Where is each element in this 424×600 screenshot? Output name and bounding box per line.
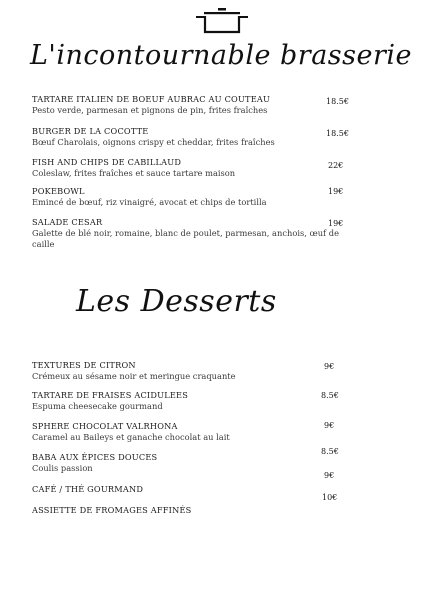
cooking-pot-icon	[194, 6, 250, 36]
menu-item	[32, 126, 332, 148]
item-price: 18.5€	[326, 97, 349, 106]
menu-title: L'incontournable brasserie	[30, 40, 413, 71]
item-name: ASSIETTE DE FROMAGES AFFINÉS	[32, 505, 192, 515]
item-description: Espuma cheesecake gourmand	[32, 401, 163, 411]
dessert-item	[32, 390, 332, 412]
item-name: SPHERE CHOCOLAT VALRHONA	[32, 421, 178, 431]
item-price: 22€	[328, 161, 344, 170]
dessert-item	[32, 484, 332, 495]
item-description: Crémeux au sésame noir et meringue craquante	[32, 371, 236, 381]
item-name: TARTARE ITALIEN DE BOEUF AUBRAC AU COUTEAU	[32, 94, 271, 104]
item-price: 19€	[328, 187, 344, 196]
item-description: Galette de blé noir, romaine, blanc de poulet, parmesan, anchois, œuf de caille	[32, 228, 339, 249]
menu-item	[32, 157, 332, 179]
item-description: Caramel au Baileys et ganache chocolat au lait	[32, 432, 230, 442]
item-name: CAFÉ / THÉ GOURMAND	[32, 484, 144, 494]
menu-item	[32, 94, 332, 116]
item-description: Coulis passion	[32, 463, 93, 473]
dessert-price: 8.5€	[321, 391, 339, 400]
item-name: FISH AND CHIPS DE CABILLAUD	[32, 157, 182, 167]
item-name: POKEBOWL	[32, 186, 85, 196]
item-name: TEXTURES DE CITRON	[32, 360, 136, 370]
dessert-item	[32, 421, 335, 443]
dessert-price: 9€	[324, 421, 335, 430]
dessert-item	[32, 452, 332, 474]
dessert-item	[32, 360, 335, 382]
item-description: Coleslaw, frites fraîches et sauce tartare maison	[32, 168, 236, 178]
dessert-price: 8.5€	[321, 447, 339, 456]
dessert-price: 9€	[324, 362, 335, 371]
item-name: BABA AUX ÉPICES DOUCES	[32, 452, 158, 462]
dessert-item	[32, 505, 332, 516]
menu-item	[32, 217, 342, 249]
item-name: BURGER DE LA COCOTTE	[32, 126, 149, 136]
item-description: Emincé de bœuf, riz vinaigré, avocat et chips de tortilla	[32, 197, 267, 207]
item-description: Bœuf Charolais, oignons crispy et cheddar, frites fraîches	[32, 137, 275, 147]
dessert-price: 10€	[322, 493, 338, 502]
desserts-title: Les Desserts	[76, 284, 277, 319]
item-price: 19€	[328, 219, 344, 228]
item-price: 18.5€	[326, 129, 349, 138]
item-name: TARTARE DE FRAISES ACIDULEES	[32, 390, 189, 400]
item-description: Pesto verde, parmesan et pignons de pin, frites fraîches	[32, 105, 268, 115]
menu-item	[32, 186, 332, 208]
dessert-price: 9€	[324, 471, 335, 480]
item-name: SALADE CESAR	[32, 217, 103, 227]
